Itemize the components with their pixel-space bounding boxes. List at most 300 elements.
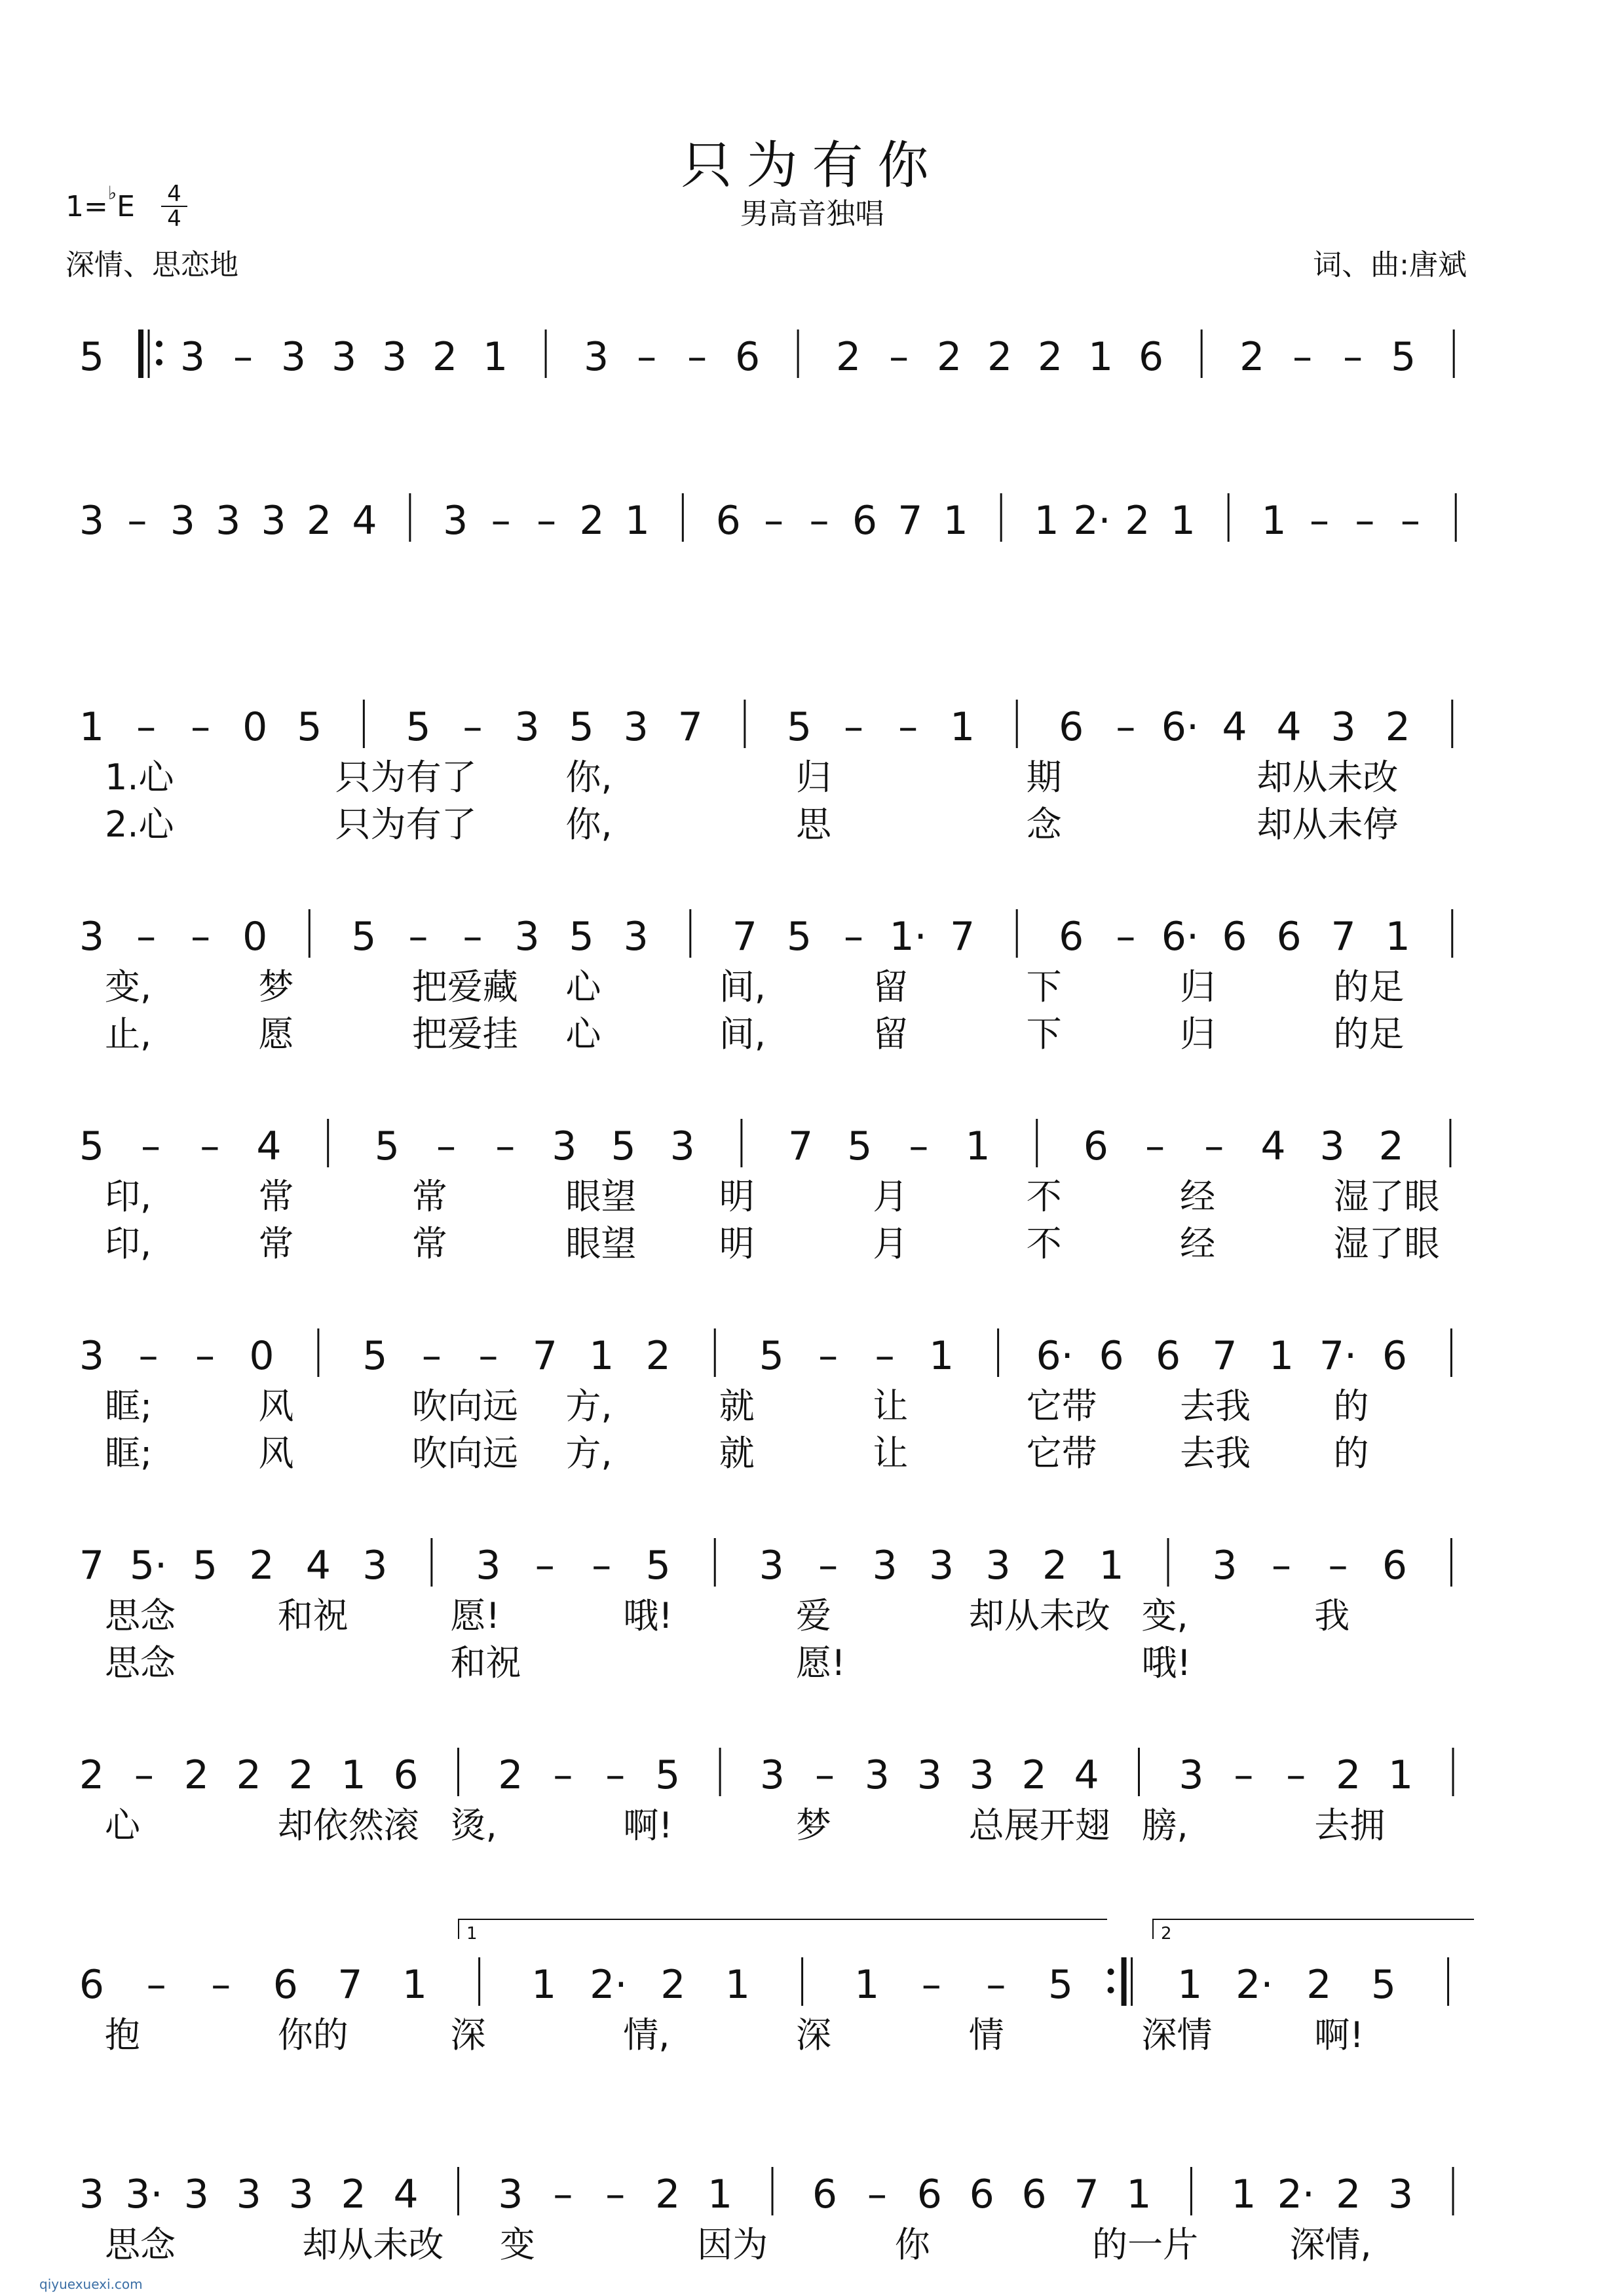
lyric: 的 — [1333, 1433, 1369, 1474]
note: 4 — [1222, 704, 1247, 750]
note: 1 — [1034, 498, 1059, 544]
note: – — [211, 1962, 231, 2008]
note: 3 — [261, 498, 286, 544]
lyric: 常 — [258, 1223, 294, 1264]
lyric: 让 — [873, 1385, 909, 1427]
lyric: 印, — [105, 1223, 152, 1264]
note: 3 — [623, 704, 649, 750]
note: 5· — [129, 1543, 168, 1589]
note: 2 — [1306, 1962, 1332, 2008]
note: 4 — [305, 1543, 331, 1589]
lyric: 哦! — [623, 1595, 673, 1636]
lyric: 下 — [1026, 1013, 1062, 1055]
note: 1 — [1088, 334, 1114, 380]
note: 2 — [79, 1752, 105, 1798]
note: 1 — [1170, 498, 1196, 544]
note: 1 — [950, 704, 975, 750]
lyric: 下 — [1026, 966, 1062, 1007]
lyric: 留 — [873, 966, 909, 1007]
note: – — [421, 1333, 442, 1379]
note: 1 — [725, 1962, 751, 2008]
note: – — [127, 498, 147, 544]
lyric: 总展开翅 — [968, 1805, 1110, 1846]
lyric: 把爱挂 — [411, 1013, 518, 1055]
note: 3 — [498, 2172, 523, 2217]
note: 3 — [552, 1123, 577, 1169]
note: 2 — [498, 1752, 523, 1798]
note: 2 — [1239, 334, 1265, 380]
note: 5 — [406, 704, 431, 750]
lyric: 间, — [719, 1013, 766, 1055]
lyric: 风 — [258, 1385, 294, 1427]
note: 3 — [759, 1543, 784, 1589]
lyric: 经 — [1180, 1176, 1216, 1217]
song-title: 只为有你 — [681, 136, 943, 195]
note: – — [1286, 1752, 1306, 1798]
lyric: 眼望 — [565, 1176, 637, 1217]
tempo-marking: 深情、思恋地 — [66, 248, 238, 282]
lyric: 思念 — [105, 1595, 176, 1636]
lyric: 它带 — [1026, 1433, 1097, 1474]
time-bottom: 4 — [167, 206, 181, 232]
note: 7 — [1074, 2172, 1099, 2217]
note: 6 — [1083, 1123, 1108, 1169]
note: 3 — [929, 1543, 954, 1589]
lyric: 我 — [1314, 1595, 1350, 1636]
composer-credit: 词、曲:唐斌 — [1313, 248, 1467, 282]
note: 5 — [297, 704, 322, 750]
note: 7 — [79, 1543, 105, 1589]
note: – — [436, 1123, 457, 1169]
lyric: 和祝 — [277, 1595, 349, 1636]
lyric: 就 — [719, 1385, 755, 1427]
note: – — [818, 1543, 839, 1589]
note: – — [875, 1333, 895, 1379]
note: 4 — [1260, 1123, 1286, 1169]
note: 1 — [1268, 1333, 1294, 1379]
lyric: 方, — [565, 1433, 613, 1474]
note: 1 — [965, 1123, 991, 1169]
lyric: 烫, — [450, 1805, 497, 1846]
note: – — [495, 1123, 516, 1169]
lyric: 方, — [565, 1385, 613, 1427]
note: 6 — [1382, 1333, 1408, 1379]
note: 5 — [79, 1123, 105, 1169]
note: 1 — [1231, 2172, 1256, 2217]
lyric: 愿! — [450, 1595, 500, 1636]
note: – — [867, 2172, 887, 2217]
note: 6· — [1161, 704, 1199, 750]
note: 7 — [950, 914, 975, 960]
note: – — [535, 1543, 555, 1589]
note: – — [843, 704, 863, 750]
note: 1 — [1385, 914, 1410, 960]
lyric: 去拥 — [1314, 1805, 1386, 1846]
note: 2 — [660, 1962, 686, 2008]
lyric: 只为有了 — [335, 757, 477, 798]
note: 1 — [482, 334, 508, 380]
note: 6 — [273, 1962, 298, 2008]
note: 4 — [1276, 704, 1302, 750]
note: – — [986, 1962, 1006, 2008]
note: – — [809, 498, 829, 544]
repeat-dot — [156, 341, 162, 347]
lyric: 膀, — [1141, 1805, 1188, 1846]
lyric: 印, — [105, 1176, 152, 1217]
note: 6 — [393, 1752, 419, 1798]
note: 7 — [532, 1333, 557, 1379]
note: – — [605, 1752, 626, 1798]
note: – — [592, 1543, 612, 1589]
note: 5 — [786, 914, 812, 960]
note: 2 — [1336, 1752, 1361, 1798]
lyric: 心 — [105, 1805, 140, 1846]
note: 4 — [1074, 1752, 1099, 1798]
note: 3 — [583, 334, 609, 380]
note: 3 — [969, 1752, 994, 1798]
note: – — [408, 914, 428, 960]
lyric: 却依然滚 — [277, 1805, 419, 1846]
watermark: qiyuexuexi.com — [39, 2276, 143, 2292]
lyric: 却从未改 — [1256, 757, 1399, 798]
lyric: 哦! — [1141, 1642, 1192, 1684]
note: – — [1234, 1752, 1254, 1798]
note: – — [553, 1752, 573, 1798]
lyric: 变 — [499, 2224, 535, 2265]
note: 3 — [1319, 1123, 1345, 1169]
lyric: 月 — [873, 1176, 909, 1217]
repeat-dot — [156, 359, 162, 366]
note: 1 — [1177, 1962, 1203, 2008]
note: – — [1271, 1543, 1291, 1589]
note: – — [818, 1333, 839, 1379]
note: 3 — [79, 498, 105, 544]
lyric: 2.心 — [105, 804, 174, 845]
note: 3 — [670, 1123, 695, 1169]
note: – — [898, 704, 918, 750]
note: 1 — [1126, 2172, 1152, 2217]
note: 6 — [1222, 914, 1247, 960]
lyric: 却从未改 — [302, 2224, 444, 2265]
lyric: 的 — [1333, 1385, 1369, 1427]
lyric: 让 — [873, 1433, 909, 1474]
lyric: 期 — [1026, 757, 1062, 798]
note: 3 — [79, 914, 105, 960]
note: 2 — [1038, 334, 1063, 380]
lyric: 深情, — [1289, 2224, 1372, 2265]
lyric: 念 — [1026, 804, 1062, 845]
lyric: 把爱藏 — [411, 966, 518, 1007]
lyric: 不 — [1026, 1223, 1062, 1264]
note: – — [463, 914, 483, 960]
note: 1 — [707, 2172, 733, 2217]
lyric: 变, — [105, 966, 152, 1007]
lyric: 常 — [411, 1176, 447, 1217]
lyric: 啊! — [1314, 2014, 1364, 2056]
lyric: 的足 — [1333, 966, 1405, 1007]
note: 3 — [170, 498, 195, 544]
note: – — [764, 498, 784, 544]
note: 1 — [943, 498, 968, 544]
note: – — [191, 704, 211, 750]
note: 2 — [579, 498, 605, 544]
note: 3 — [985, 1543, 1011, 1589]
note: 7 — [677, 704, 703, 750]
note: 2 — [1385, 704, 1410, 750]
note: 3 — [1331, 704, 1356, 750]
note: 6 — [1021, 2172, 1047, 2217]
lyric: 不 — [1026, 1176, 1062, 1217]
note: 5 — [374, 1123, 400, 1169]
lyric: 抱 — [105, 2014, 140, 2056]
note: 1 — [1388, 1752, 1414, 1798]
note: – — [1343, 334, 1363, 380]
note: 3 — [864, 1752, 890, 1798]
lyric: 间, — [719, 966, 766, 1007]
lyric: 只为有了 — [335, 804, 477, 845]
note: 3 — [331, 334, 357, 380]
note: 2 — [183, 1752, 209, 1798]
note: 6 — [1139, 334, 1164, 380]
note: – — [1145, 1123, 1165, 1169]
repeat-dot — [1108, 1968, 1114, 1975]
note: – — [1310, 498, 1330, 544]
lyric: 情, — [623, 2014, 670, 2056]
note: 2 — [1042, 1543, 1068, 1589]
note: – — [134, 1752, 154, 1798]
note: 6 — [1059, 704, 1084, 750]
lyric: 经 — [1180, 1223, 1216, 1264]
lyric: 和祝 — [450, 1642, 521, 1684]
note: 6· — [1036, 1333, 1074, 1379]
note: 2· — [590, 1962, 628, 2008]
lyric: 梦 — [258, 966, 294, 1007]
note: 2 — [1021, 1752, 1047, 1798]
lyric: 留 — [873, 1013, 909, 1055]
note: 2 — [1125, 498, 1150, 544]
lyric: 梦 — [796, 1805, 831, 1846]
time-top: 4 — [167, 181, 181, 207]
note: – — [1293, 334, 1313, 380]
note: 2 — [937, 334, 962, 380]
lyric: 你, — [565, 804, 613, 845]
key-prefix: 1= — [66, 190, 108, 223]
lyric: 爱 — [796, 1595, 831, 1636]
note: 3 — [179, 334, 206, 380]
lyric: 去我 — [1180, 1385, 1251, 1427]
note: 2 — [1378, 1123, 1404, 1169]
volta-bracket — [1153, 1919, 1474, 1939]
repeat-thick-bar — [138, 329, 143, 378]
note: 5 — [192, 1543, 218, 1589]
note: 1· — [889, 914, 927, 960]
note: 5 — [79, 334, 105, 380]
note: 3 — [280, 334, 307, 380]
note: 5 — [1370, 1962, 1397, 2008]
lyric: 归 — [1180, 1013, 1216, 1055]
lyric: 思念 — [105, 1642, 176, 1684]
note: – — [463, 704, 483, 750]
note: 6 — [812, 2172, 838, 2217]
note: 2 — [236, 1752, 261, 1798]
note: 6 — [1382, 1543, 1408, 1589]
note: 3 — [872, 1543, 897, 1589]
lyric: 因为 — [697, 2224, 768, 2265]
volta-bracket — [459, 1919, 1107, 1939]
note: 3 — [623, 914, 649, 960]
note: – — [146, 1962, 166, 2008]
note: 3· — [125, 2172, 163, 2217]
note: 2 — [432, 334, 458, 380]
note: 3 — [288, 2172, 314, 2217]
note: 1 — [854, 1962, 880, 2008]
lyric: 你 — [894, 2224, 930, 2265]
note: 7 — [1212, 1333, 1237, 1379]
note: 6 — [1099, 1333, 1124, 1379]
note: 3 — [1179, 1752, 1204, 1798]
lyric: 1.心 — [105, 757, 174, 798]
note: 5 — [1048, 1962, 1074, 2008]
note: 4 — [256, 1123, 282, 1169]
note: 3 — [514, 914, 540, 960]
lyric: 思 — [796, 804, 831, 845]
note: 1 — [1099, 1543, 1124, 1589]
note: 2 — [1336, 2172, 1361, 2217]
note: – — [1204, 1123, 1224, 1169]
note: 3 — [183, 2172, 209, 2217]
note: 3 — [381, 334, 407, 380]
note: – — [909, 1123, 929, 1169]
note: 2 — [306, 498, 332, 544]
note: 2 — [249, 1543, 274, 1589]
note: 2 — [987, 334, 1013, 380]
lyric: 归 — [796, 757, 831, 798]
note: – — [814, 1752, 835, 1798]
lyric: 你的 — [277, 2014, 349, 2056]
note: 2 — [645, 1333, 671, 1379]
lyric: 深 — [796, 2014, 831, 2056]
lyric: 眶; — [105, 1433, 153, 1474]
note: – — [195, 1333, 215, 1379]
lyric: 愿 — [258, 1013, 294, 1055]
note: – — [605, 2172, 626, 2217]
note: 3 — [514, 704, 540, 750]
lyric: 眼望 — [565, 1223, 637, 1264]
note: 3 — [236, 2172, 261, 2217]
lyric: 却从未改 — [968, 1595, 1110, 1636]
note: – — [138, 1333, 159, 1379]
lyric: 却从未停 — [1256, 804, 1399, 845]
note: 3 — [759, 1752, 785, 1798]
note: – — [200, 1123, 220, 1169]
lyric: 啊! — [623, 1805, 673, 1846]
note: 6 — [852, 498, 878, 544]
note: 7 — [787, 1123, 814, 1169]
note: 5 — [655, 1752, 681, 1798]
note: 2· — [1073, 498, 1111, 544]
lyric: 去我 — [1180, 1433, 1251, 1474]
lyric: 明 — [719, 1176, 755, 1217]
lyric: 就 — [719, 1433, 755, 1474]
lyric: 的一片 — [1092, 2224, 1199, 2265]
lyric: 止, — [105, 1013, 152, 1055]
note: 0 — [249, 1333, 274, 1379]
note: 5 — [645, 1543, 671, 1589]
lyric: 吹向远 — [411, 1433, 518, 1474]
lyric: 愿! — [796, 1642, 846, 1684]
note: 0 — [242, 704, 268, 750]
note: – — [1116, 914, 1136, 960]
note: 6 — [1059, 914, 1084, 960]
note: 2 — [655, 2172, 681, 2217]
note: 5 — [351, 914, 377, 960]
note: 2 — [341, 2172, 366, 2217]
note: – — [537, 498, 557, 544]
note: 3 — [79, 2172, 105, 2217]
lyric: 风 — [258, 1433, 294, 1474]
note: 6 — [79, 1962, 105, 2008]
lyric: 你, — [565, 757, 613, 798]
lyric: 情 — [968, 2014, 1004, 2056]
note: 1 — [1261, 498, 1287, 544]
note: 2 — [288, 1752, 314, 1798]
lyric: 思念 — [105, 2224, 176, 2265]
note: – — [233, 334, 254, 380]
lyric: 心 — [565, 966, 601, 1007]
note: 1 — [589, 1333, 614, 1379]
lyric: 归 — [1180, 966, 1216, 1007]
lyric: 常 — [258, 1176, 294, 1217]
lyric: 变, — [1141, 1595, 1188, 1636]
note: – — [687, 334, 708, 380]
volta-number: 1 — [466, 1924, 478, 1944]
note: 6 — [969, 2172, 994, 2217]
lyric: 湿了眼 — [1333, 1176, 1440, 1217]
note: 0 — [242, 914, 268, 960]
note: – — [136, 704, 157, 750]
note: 3 — [79, 1333, 105, 1379]
note: 3 — [1212, 1543, 1237, 1589]
note: 6 — [715, 498, 741, 544]
key-letter: E — [117, 190, 135, 223]
note: 3 — [1388, 2172, 1414, 2217]
note: 5 — [611, 1123, 636, 1169]
note: – — [136, 914, 157, 960]
note: 3 — [476, 1543, 501, 1589]
note: 6· — [1161, 914, 1199, 960]
note: 4 — [352, 498, 377, 544]
note: – — [889, 334, 909, 380]
lyric: 它带 — [1026, 1385, 1097, 1427]
note: 3 — [916, 1752, 942, 1798]
note: 6 — [1276, 914, 1302, 960]
note: 3 — [362, 1543, 388, 1589]
note: – — [1328, 1543, 1348, 1589]
note: 7 — [732, 914, 757, 960]
lyric: 心 — [565, 1013, 601, 1055]
note: 1 — [341, 1752, 366, 1798]
note: 5 — [569, 704, 594, 750]
note: – — [191, 914, 211, 960]
repeat-thick-bar — [1122, 1957, 1127, 2006]
note: 1 — [531, 1962, 557, 2008]
lyric: 深情 — [1141, 2014, 1213, 2056]
note: – — [491, 498, 511, 544]
lyric: 眶; — [105, 1385, 153, 1427]
note: 4 — [393, 2172, 419, 2217]
note: 5 — [569, 914, 594, 960]
lyric: 湿了眼 — [1333, 1223, 1440, 1264]
